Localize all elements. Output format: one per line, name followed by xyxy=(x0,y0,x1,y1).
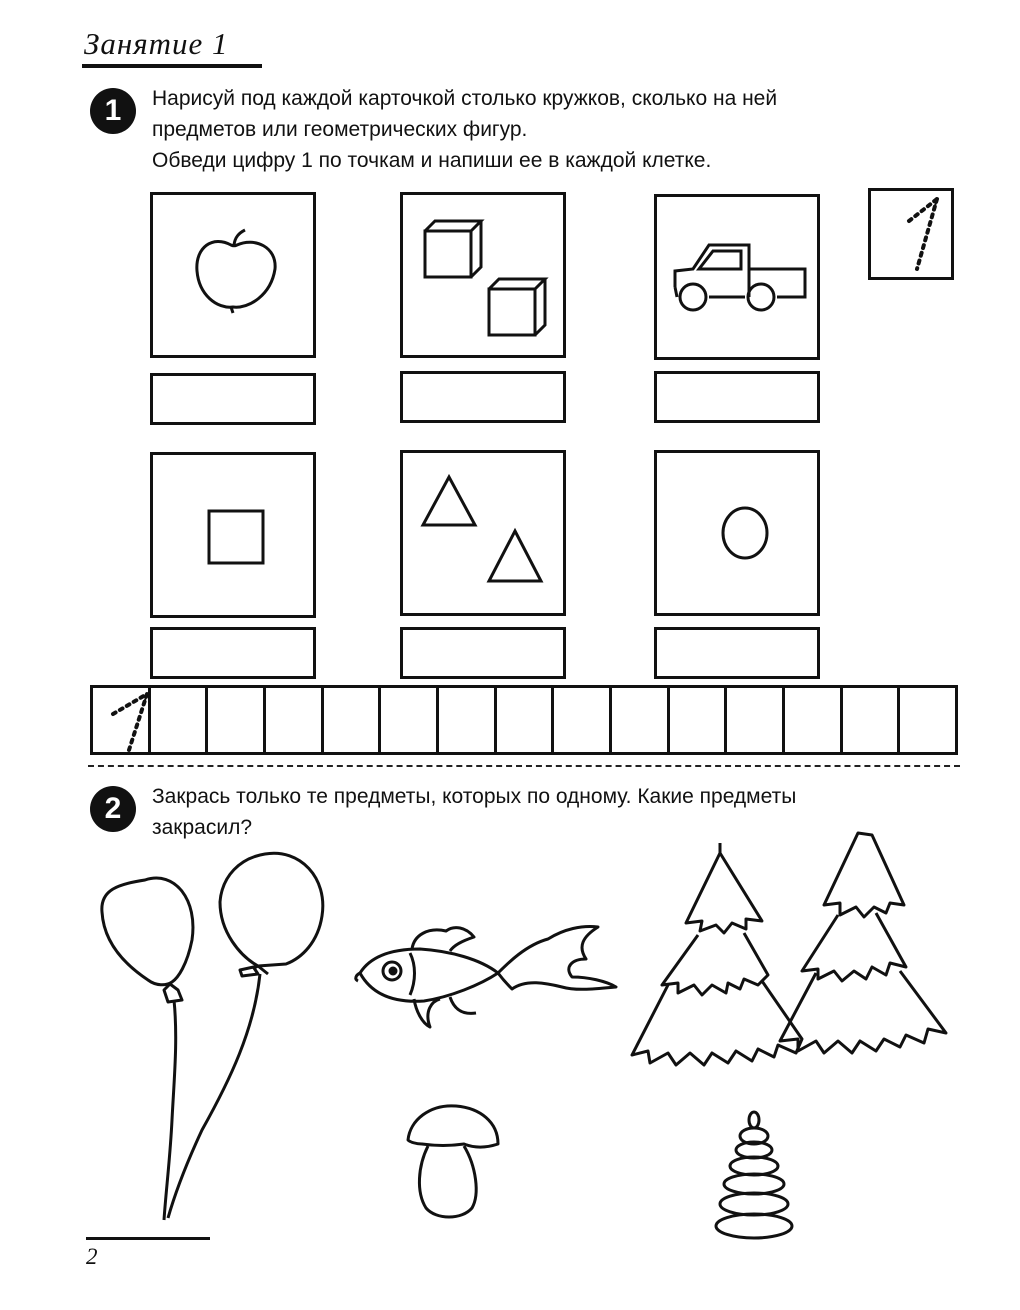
sample-digit-box[interactable] xyxy=(868,188,954,280)
task2-line1: Закрась только те предметы, которых по одному. Какие предметы xyxy=(152,785,797,808)
fish-icon[interactable] xyxy=(350,915,625,1035)
card-circle xyxy=(654,450,820,616)
task1-line1: Нарисуй под каждой карточкой столько кружков, сколько на ней xyxy=(152,87,778,110)
square-icon xyxy=(153,455,313,615)
truck-icon xyxy=(657,197,817,357)
page-number-line xyxy=(86,1237,210,1240)
card-cubes xyxy=(400,192,566,358)
task1-line3: Обведи цифру 1 по точкам и напиши ее в каждой клетке. xyxy=(152,149,712,172)
strip-cell[interactable] xyxy=(670,688,728,752)
card-truck xyxy=(654,194,820,360)
lesson-title: Занятие 1 xyxy=(84,26,229,61)
answer-box-triangles[interactable] xyxy=(400,627,566,679)
fir-tree-icon[interactable] xyxy=(628,825,958,1095)
answer-box-cubes[interactable] xyxy=(400,371,566,423)
answer-box-apple[interactable] xyxy=(150,373,316,425)
answer-box-truck[interactable] xyxy=(654,371,820,423)
task2-line2: закрасил? xyxy=(152,816,253,839)
strip-cell[interactable] xyxy=(208,688,266,752)
strip-cell[interactable] xyxy=(900,688,955,752)
strip-cell[interactable] xyxy=(266,688,324,752)
triangle-icon xyxy=(403,453,563,613)
answer-box-square[interactable] xyxy=(150,627,316,679)
task1-instructions xyxy=(152,83,972,176)
page-number: 2 xyxy=(86,1244,98,1269)
circle-icon xyxy=(657,453,817,613)
strip-cell[interactable] xyxy=(612,688,670,752)
strip-cell[interactable] xyxy=(381,688,439,752)
strip-cell[interactable] xyxy=(439,688,497,752)
pyramid-toy-icon[interactable] xyxy=(712,1110,802,1245)
task2-number-badge: 2 xyxy=(90,786,136,832)
digit-writing-strip xyxy=(90,685,958,755)
balloon-icon[interactable] xyxy=(90,840,340,1230)
strip-cell[interactable] xyxy=(727,688,785,752)
strip-cell[interactable] xyxy=(785,688,843,752)
strip-cell[interactable] xyxy=(151,688,209,752)
task1-line2: предметов или геометрических фигур. xyxy=(152,118,528,141)
strip-cell[interactable] xyxy=(554,688,612,752)
card-square xyxy=(150,452,316,618)
mushroom-icon[interactable] xyxy=(400,1100,505,1230)
title-underline xyxy=(82,64,262,68)
cube-icon xyxy=(403,195,563,355)
card-apple xyxy=(150,192,316,358)
dotted-digit-one-icon xyxy=(871,191,951,277)
answer-box-circle[interactable] xyxy=(654,627,820,679)
strip-cell[interactable] xyxy=(843,688,901,752)
apple-icon xyxy=(153,195,313,355)
dotted-digit-one-icon xyxy=(93,688,149,752)
strip-cell[interactable] xyxy=(497,688,555,752)
section-divider xyxy=(88,765,960,767)
card-triangles xyxy=(400,450,566,616)
strip-cell-sample[interactable] xyxy=(93,688,151,752)
task1-number-badge: 1 xyxy=(90,88,136,134)
strip-cell[interactable] xyxy=(324,688,382,752)
